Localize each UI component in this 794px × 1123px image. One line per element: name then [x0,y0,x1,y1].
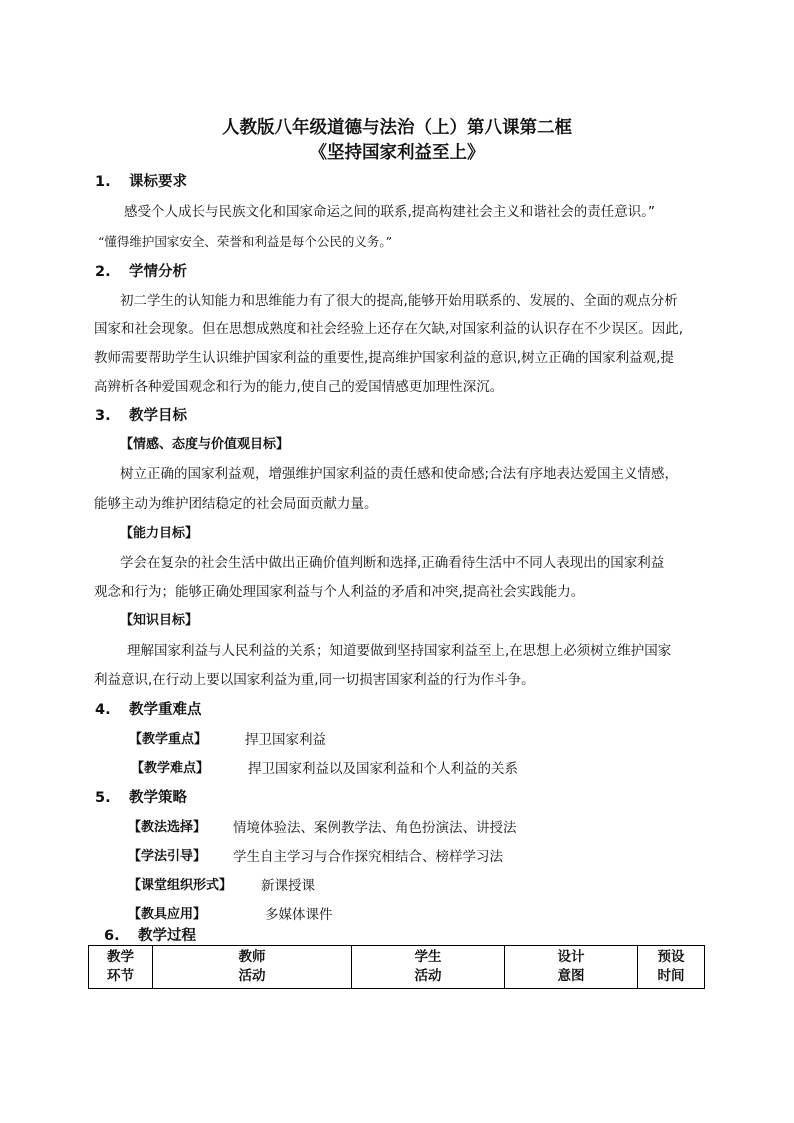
item-label: 【教法选择】 [128,820,207,835]
section-number: 3. [95,408,111,424]
item-label: 【学法引导】 [128,849,207,864]
paragraph-line: 树立正确的国家利益观，增强维护国家利益的责任感和使命感;合法有序地表达爱国主义情感， [120,466,679,482]
section-title: 教学策略 [129,790,187,806]
section-title: 教学重难点 [129,702,202,718]
teaching-process-table [88,945,705,989]
paragraph-line: 初二学生的认知能力和思维能力有了很大的提高,能够开始用联系的、发展的、全面的观点分析 [120,293,678,309]
table-header-row [89,946,705,989]
subsection-title: 【知识目标】 [120,613,199,628]
item-value: 捍卫国家利益以及国家利益和个人利益的关系 [248,761,518,777]
section-heading-6 [104,926,196,946]
item-value: 捍卫国家利益 [245,732,326,748]
item-value: 新课授课 [261,878,315,894]
paragraph-line: “懂得维护国家安全、荣誉和利益是每个公民的义务。” [98,234,393,249]
section-heading-3 [95,406,187,426]
document-subtitle: 《坚持国家利益至上》 [309,143,485,163]
paragraph-line: 理解国家利益与人民利益的关系；知道要做到坚持国家利益至上,在思想上必须树立维护国家 [127,643,672,659]
section-heading-1 [95,172,187,192]
section-heading-5 [95,788,187,808]
document-title: 人教版八年级道德与法治（上）第八课第二框 [222,118,572,138]
subsection-title: 【能力目标】 [120,526,199,541]
column-header: 设计 意图 [505,946,638,989]
paragraph-line: 观念和行为；能够正确处理国家利益与个人利益的矛盾和冲突,提高社会实践能力。 [94,584,585,600]
subsection-title: 【情感、态度与价值观目标】 [120,437,290,452]
item-value: 学生自主学习与合作探究相结合、榜样学习法 [233,849,503,865]
paragraph-line: 高辨析各种爱国观念和行为的能力,使自己的爱国情感更加理性深沉。 [94,379,504,395]
column-header: 教学 环节 [89,946,153,989]
paragraph-line: 感受个人成长与民族文化和国家命运之间的联系,提高构建社会主义和谐社会的责任意识。” [124,204,656,220]
item-label: 【教学难点】 [131,761,210,776]
section-number: 5. [95,790,111,806]
section-title: 课标要求 [129,174,187,190]
paragraph-line: 能够主动为维护团结稳定的社会局面贡献力量。 [94,496,378,512]
column-header: 预设 时间 [638,946,705,989]
section-heading-2 [95,262,187,282]
item-value: 情境体验法、案例教学法、角色扮演法、讲授法 [233,820,517,836]
item-value: 多媒体课件 [265,907,333,923]
column-header: 教师 活动 [153,946,352,989]
section-number: 1. [95,174,111,190]
section-title: 教学目标 [129,408,187,424]
paragraph-line: 利益意识,在行动上要以国家利益为重,同一切损害国家利益的行为作斗争。 [94,672,535,688]
section-number: 6. [104,928,120,944]
column-header: 学生 活动 [352,946,505,989]
item-label: 【教具应用】 [128,907,207,922]
paragraph-line: 国家和社会现象。但在思想成熟度和社会经验上还存在欠缺,对国家利益的认识存在不少误区。因此, [94,321,684,337]
paragraph-line: 教师需要帮助学生认识维护国家利益的重要性,提高维护国家利益的意识,树立正确的国家利益观,提 [94,350,674,366]
paragraph-line: 学会在复杂的社会生活中做出正确价值判断和选择,正确看待生活中不同人表现出的国家利益 [120,555,665,571]
section-heading-4 [95,700,202,720]
section-number: 2. [95,264,111,280]
item-label: 【教学重点】 [129,732,208,747]
section-title: 教学过程 [138,928,196,944]
section-number: 4. [95,702,111,718]
section-title: 学情分析 [129,264,187,280]
item-label: 【课堂组织形式】 [128,878,233,893]
